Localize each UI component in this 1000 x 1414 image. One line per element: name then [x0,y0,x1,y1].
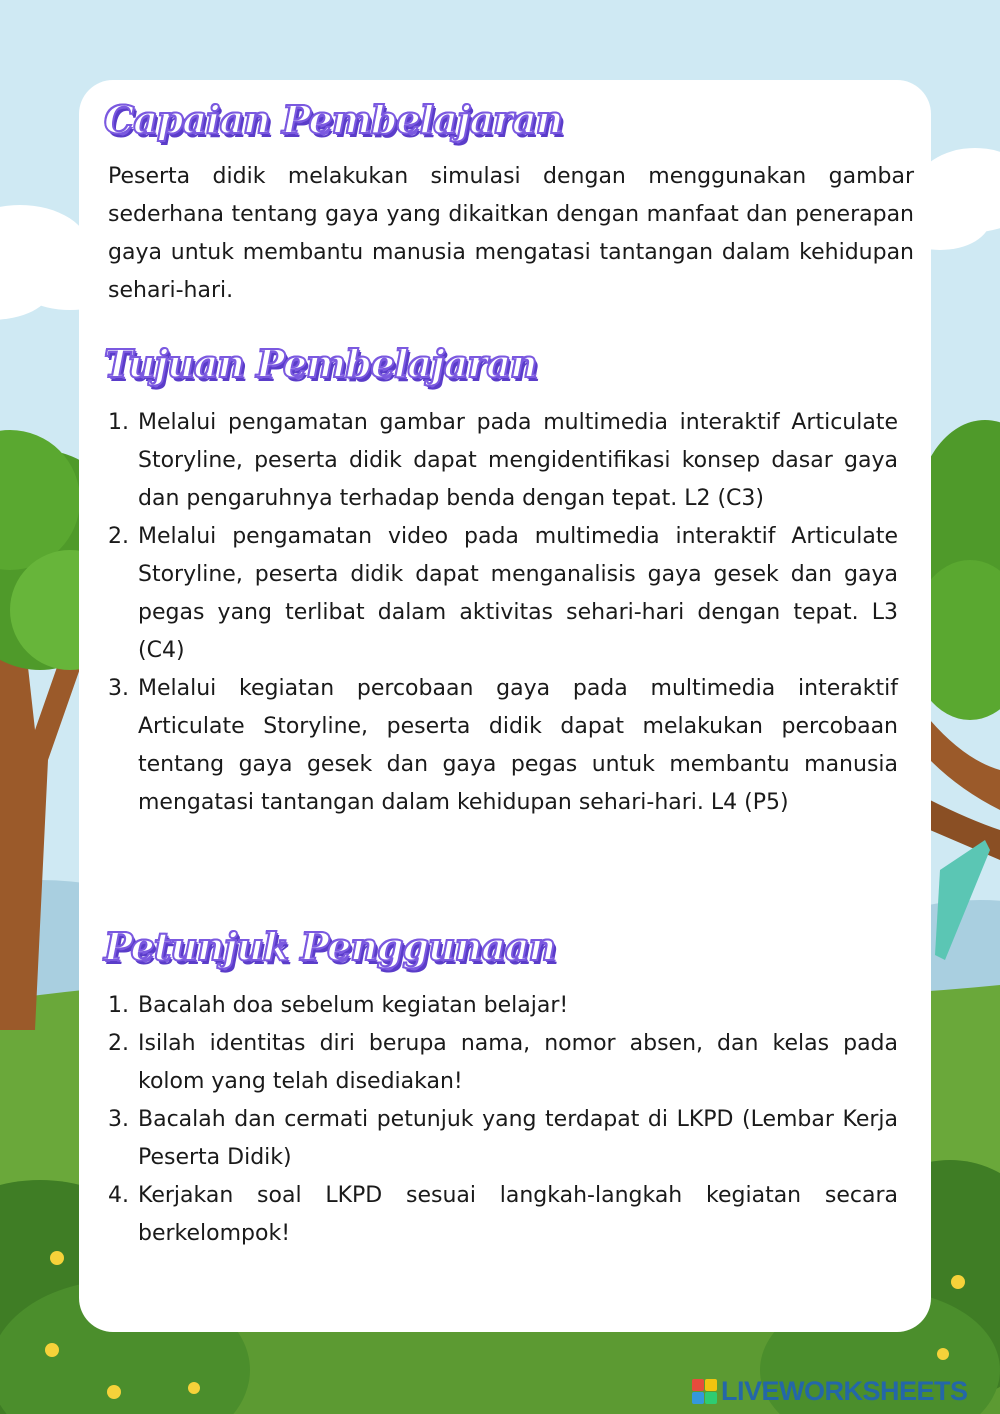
tujuan-list [108,404,898,822]
capaian-heading: Capaian Pembelajaran [104,97,563,142]
list-item-text: Melalui kegiatan percobaan gaya pada multimedia interaktif Articulate Storyline, peserta didik dapat melakukan percobaan tentang gaya gesek dan gaya pegas untuk membantu manusia mengatasi tantangan dalam kehidupan sehari-hari. L4 (P5) [138,676,898,815]
list-item [108,987,898,1025]
list-item-number: 1. [108,410,129,435]
list-item-number: 4. [108,1183,129,1208]
list-item-number: 2. [108,524,129,549]
list-item-number: 2. [108,1031,129,1056]
list-item-text: Bacalah dan cermati petunjuk yang terdapat di LKPD (Lembar Kerja Peserta Didik) [138,1107,898,1170]
list-item [108,1025,898,1101]
list-item [108,518,898,670]
watermark-text: LIVEWORKSHEETS [721,1375,968,1406]
liveworksheets-logo-icon [692,1379,717,1404]
petunjuk-list [108,987,898,1253]
list-item-number: 1. [108,993,129,1018]
list-item [108,1101,898,1177]
list-item [108,1177,898,1253]
list-item-number: 3. [108,1107,129,1132]
list-item-text: Isilah identitas diri berupa nama, nomor absen, dan kelas pada kolom yang telah disediakan! [138,1031,898,1094]
list-item [108,670,898,822]
liveworksheets-watermark [692,1376,968,1406]
list-item [108,404,898,518]
list-item-text: Melalui pengamatan gambar pada multimedia interaktif Articulate Storyline, peserta didik dapat mengidentifikasi konsep dasar gaya dan pengaruhnya terhadap benda dengan tepat. L2 (C3) [138,410,898,511]
list-item-text: Kerjakan soal LKPD sesuai langkah-langkah kegiatan secara berkelompok! [138,1183,898,1246]
capaian-paragraph: Peserta didik melakukan simulasi dengan menggunakan gambar sederhana tentang gaya yang dikaitkan dengan manfaat dan penerapan gaya untuk membantu manusia mengatasi tantangan dalam kehidupan sehari-hari. [108,164,914,303]
tujuan-heading: Tujuan Pembelajaran [104,341,537,386]
list-item-number: 3. [108,676,129,701]
list-item-text: Bacalah doa sebelum kegiatan belajar! [138,993,569,1018]
petunjuk-heading: Petunjuk Penggunaan [104,924,556,969]
list-item-text: Melalui pengamatan video pada multimedia interaktif Articulate Storyline, peserta didik dapat menganalisis gaya gesek dan gaya pegas yang terlibat dalam aktivitas sehari-hari dengan tepat. L3 (C4) [138,524,898,663]
